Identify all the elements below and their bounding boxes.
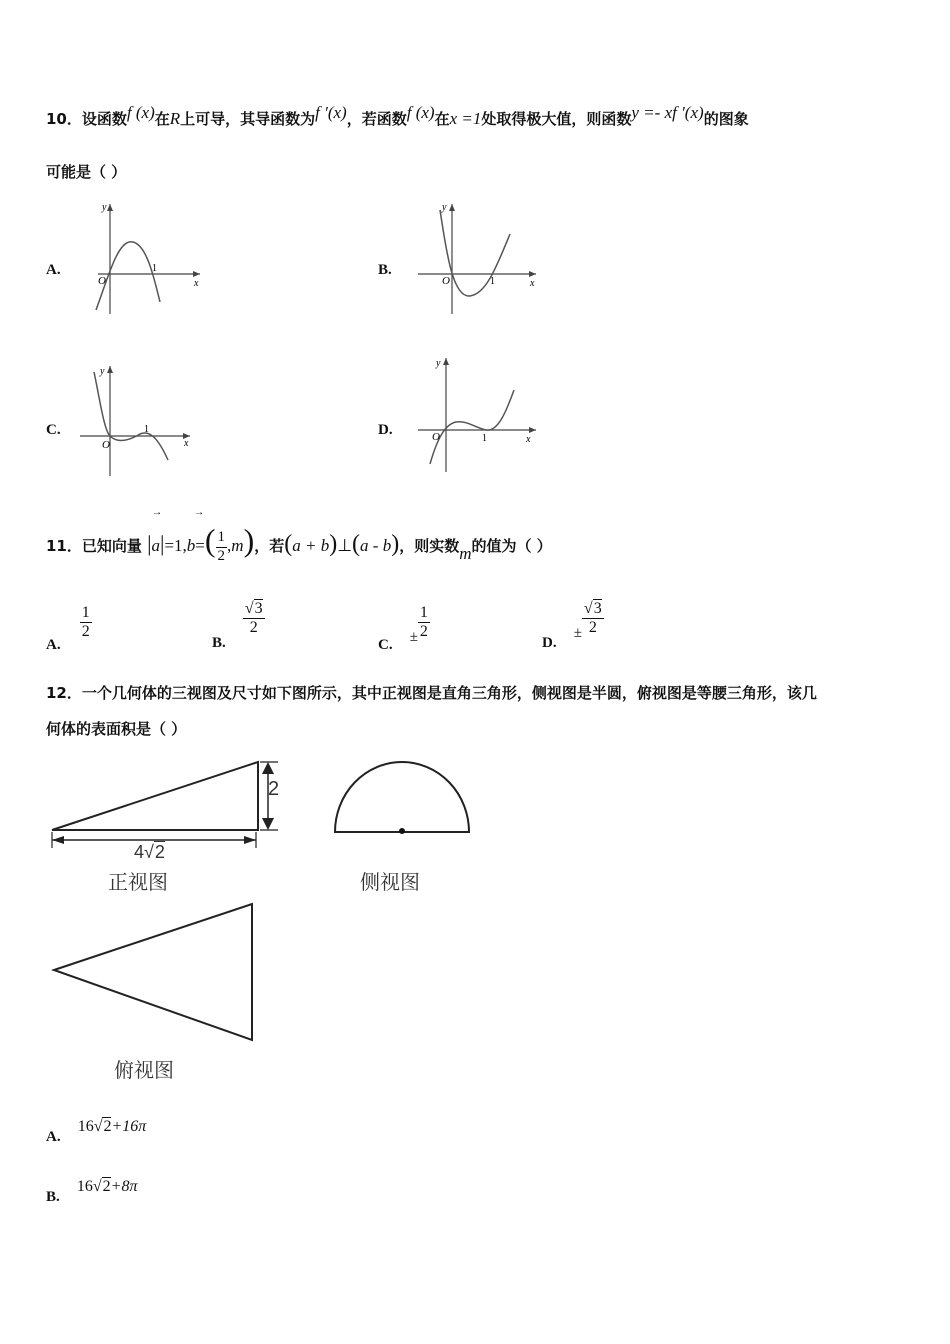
top-view-diagram — [48, 900, 258, 1046]
q10-option-c-graph[interactable] — [76, 360, 206, 480]
q10-option-d-label[interactable]: D. — [378, 422, 393, 438]
y-axis-label: y — [100, 366, 105, 377]
q10-option-a-label[interactable]: A. — [46, 262, 61, 278]
front-view-triangle — [52, 762, 258, 830]
x-axis-label: x — [530, 278, 535, 289]
vector-arrow-a: → — [152, 507, 163, 518]
q10-option-c-label[interactable]: C. — [46, 422, 61, 438]
y-axis-label: y — [102, 202, 107, 213]
tick-one-label: 1 — [482, 433, 487, 444]
front-view-caption: 正视图 — [108, 870, 168, 894]
q11-vector-condition: → → |a|=1,b=( $\frac{1}{2}$ ,m) — [147, 507, 255, 564]
side-view-caption: 侧视图 — [360, 870, 420, 894]
q10-stem-line2: 可能是（ ） — [46, 163, 127, 181]
top-view-caption: 俯视图 — [114, 1058, 174, 1082]
origin-label: O — [98, 275, 106, 287]
width-label: 4√2 — [134, 842, 165, 862]
q12-stem-line1: 12．一个几何体的三视图及尺寸如下图所示，其中正视图是直角三角形，侧视图是半圆，俯视图是等腰三角形，该几 — [46, 684, 817, 702]
height-label: 2 — [268, 778, 280, 800]
q10-y-expression: y =- xf ′(x) — [631, 103, 704, 122]
x-axis-label: x — [194, 278, 199, 289]
q12-stem-line2: 何体的表面积是（ ） — [46, 720, 187, 738]
center-point — [399, 828, 405, 834]
q11-option-d[interactable]: D. ± $\frac{√3}{2}$ — [542, 600, 602, 652]
tick-one-label: 1 — [152, 263, 157, 274]
q10-option-a-graph[interactable] — [88, 198, 208, 318]
q11-option-b[interactable]: B. $\frac{√3}{2}$ — [212, 600, 263, 652]
origin-label: O — [442, 275, 450, 287]
front-view-diagram — [44, 754, 294, 854]
origin-label: O — [432, 431, 440, 443]
q10-fprime: f ′(x) — [315, 103, 347, 122]
tick-one-label: 1 — [144, 424, 149, 435]
q11-number: 11． — [46, 537, 82, 555]
q10-option-b-label[interactable]: B. — [378, 262, 392, 278]
vector-arrow-b: → — [194, 507, 205, 518]
side-view-semicircle — [335, 762, 469, 832]
q10-fx: f (x) — [126, 103, 155, 122]
tick-one-label: 1 — [490, 276, 495, 287]
top-view-triangle — [54, 904, 252, 1040]
side-view-diagram — [330, 756, 475, 836]
q12-option-a[interactable]: A. 16√2+16π — [46, 1118, 147, 1145]
q12-number: 12． — [46, 684, 82, 702]
q10-option-d-graph[interactable] — [414, 352, 544, 476]
q10-number: 10． — [46, 110, 82, 128]
q11-option-a[interactable]: A. $\frac{1}{2}$ — [46, 604, 90, 654]
y-axis-label: y — [436, 358, 441, 369]
q10-stem-line1: 10．设函数f (x)在R上可导，其导函数为f ′(x)，若函数f (x)在x =1处取得极大值，则函数y =- xf ′(x)的图象 — [46, 103, 749, 128]
q11-option-c[interactable]: C. ± $\frac{1}{2}$ — [378, 604, 428, 654]
x-axis-label: x — [184, 438, 189, 449]
q11-stem: 11．已知向量 → → |a|=1,b=( $\frac{1}{2}$ ,m)，若(a + b)⊥(a - b)，则实数m的值为（ ） — [46, 520, 552, 560]
q10-option-b-graph[interactable] — [414, 198, 544, 318]
y-axis-label: y — [442, 202, 447, 213]
origin-label: O — [102, 439, 110, 451]
q12-option-b[interactable]: B. 16√2+8π — [46, 1178, 138, 1205]
x-axis-label: x — [526, 434, 531, 445]
